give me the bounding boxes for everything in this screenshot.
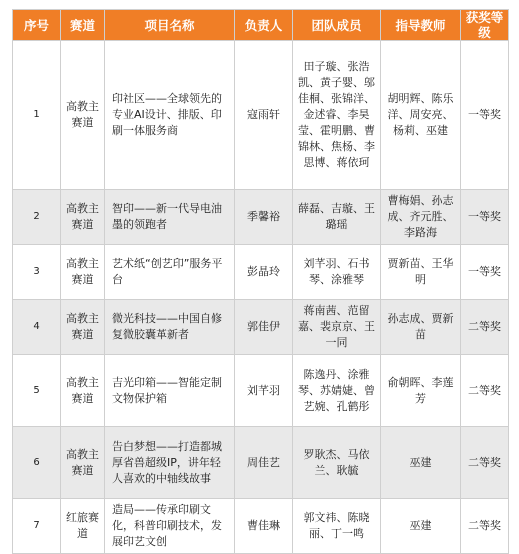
row-index: 3 (13, 245, 61, 300)
row-team-members: 薛磊、吉璇、王璐瑶 (293, 190, 381, 245)
header-index: 序号 (13, 10, 61, 41)
row-team-members: 刘芊羽、石书琴、涂雅琴 (293, 245, 381, 300)
row-advisors: 俞朝晖、李莲芳 (381, 355, 461, 427)
row-advisors: 贾新苗、王华明 (381, 245, 461, 300)
row-track: 高教主赛道 (61, 427, 105, 499)
row-award-level: 一等奖 (461, 41, 509, 190)
row-team-members: 蒋南茜、范留嘉、裴京京、王一同 (293, 300, 381, 355)
row-award-level: 二等奖 (461, 499, 509, 554)
header-award: 获奖等级 (461, 10, 509, 41)
row-advisors: 孙志成、贾新苗 (381, 300, 461, 355)
row-project-name: 吉光印箱——智能定制文物保护箱 (105, 355, 235, 427)
table-row (13, 427, 509, 499)
row-track: 高教主赛道 (61, 190, 105, 245)
row-leader: 曹佳琳 (235, 499, 293, 554)
header-project: 项目名称 (105, 10, 235, 41)
row-team-members: 陈逸丹、涂雅琴、苏婧婕、曾艺婉、孔鹤彤 (293, 355, 381, 427)
row-project-name: 印社区——全球领先的专业AI设计、排版、印刷一体服务商 (105, 41, 235, 190)
row-index: 1 (13, 41, 61, 190)
table-row (13, 245, 509, 300)
row-leader: 刘芊羽 (235, 355, 293, 427)
row-award-level: 二等奖 (461, 300, 509, 355)
row-track: 高教主赛道 (61, 245, 105, 300)
row-index: 7 (13, 499, 61, 554)
row-leader: 寇雨轩 (235, 41, 293, 190)
row-award-level: 二等奖 (461, 355, 509, 427)
row-project-name: 造局——传承印刷文化，科普印刷技术，发展印艺文创 (105, 499, 235, 554)
header-row (13, 10, 509, 41)
award-table (12, 9, 509, 554)
row-track: 高教主赛道 (61, 300, 105, 355)
table-row (13, 41, 509, 190)
row-project-name: 告白梦想——打造都城厚省兽超级IP，讲年轻人喜欢的中轴线故事 (105, 427, 235, 499)
row-team-members: 郭文祎、陈晓丽、丁一鸣 (293, 499, 381, 554)
award-table-container (12, 9, 508, 554)
table-row (13, 355, 509, 427)
row-award-level: 一等奖 (461, 245, 509, 300)
row-index: 6 (13, 427, 61, 499)
row-project-name: 微光科技——中国自修复微胶囊革新者 (105, 300, 235, 355)
table-row (13, 300, 509, 355)
row-track: 高教主赛道 (61, 41, 105, 190)
row-leader: 郭佳伊 (235, 300, 293, 355)
row-advisors: 巫建 (381, 427, 461, 499)
header-track: 赛道 (61, 10, 105, 41)
row-team-members: 罗耿杰、马依兰、耿毓 (293, 427, 381, 499)
row-advisors: 曹梅娟、孙志成、齐元胜、李路海 (381, 190, 461, 245)
table-row (13, 499, 509, 554)
header-members: 团队成员 (293, 10, 381, 41)
row-index: 4 (13, 300, 61, 355)
row-award-level: 一等奖 (461, 190, 509, 245)
row-advisors: 胡明辉、陈乐洋、周安亮、杨莉、巫建 (381, 41, 461, 190)
row-leader: 季馨裕 (235, 190, 293, 245)
row-team-members: 田子璇、张浩凯、黄子婴、邬佳桐、张锦洋、金述睿、李昊莹、霍明鹏、曹锦林、焦杨、李思博、蒋依珂 (293, 41, 381, 190)
row-track: 高教主赛道 (61, 355, 105, 427)
row-track: 红旅赛道 (61, 499, 105, 554)
row-index: 2 (13, 190, 61, 245)
row-project-name: 艺术纸“创艺印”服务平台 (105, 245, 235, 300)
table-row (13, 190, 509, 245)
row-project-name: 智印——新一代导电油墨的领跑者 (105, 190, 235, 245)
header-leader: 负责人 (235, 10, 293, 41)
row-index: 5 (13, 355, 61, 427)
row-advisors: 巫建 (381, 499, 461, 554)
row-award-level: 二等奖 (461, 427, 509, 499)
row-leader: 周佳艺 (235, 427, 293, 499)
header-advisors: 指导教师 (381, 10, 461, 41)
row-leader: 彭晶玲 (235, 245, 293, 300)
